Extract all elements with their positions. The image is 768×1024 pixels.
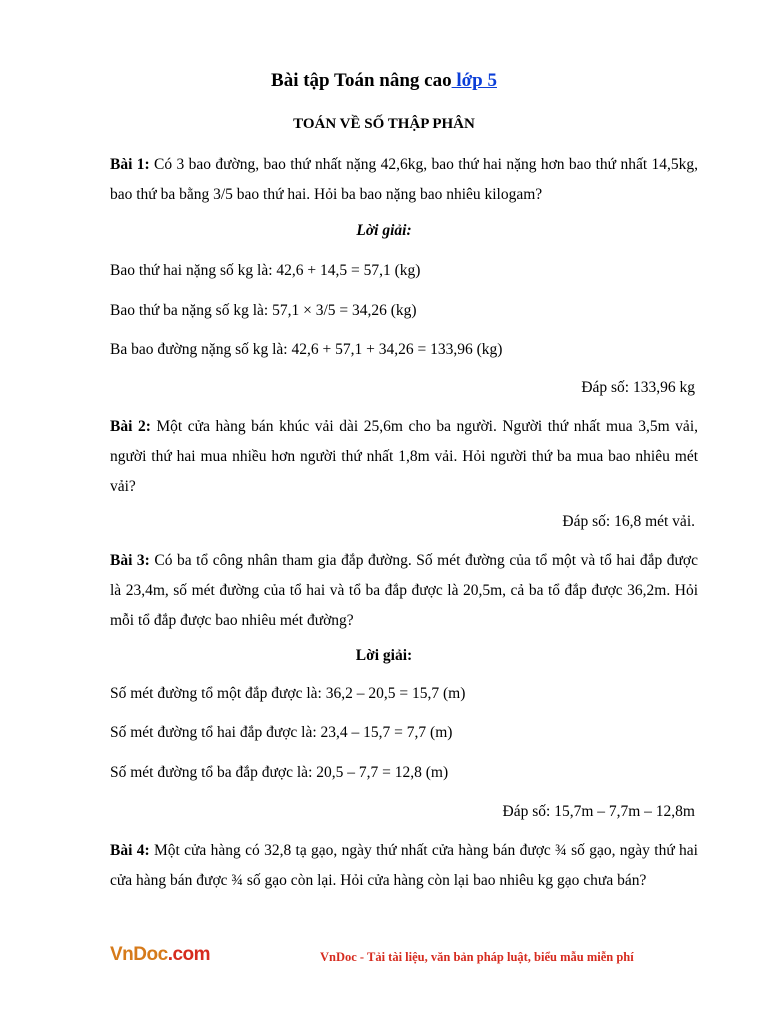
exercise-4-text: Một cửa hàng có 32,8 tạ gạo, ngày thứ nhất cửa hàng bán được ¾ số gạo, ngày thứ hai cửa hàng bán được ¾ số gạo còn lại. Hỏi cửa hàng còn lại bao nhiêu kg gạo chưa bán? xyxy=(110,842,698,889)
exercise-1-label: Bài 1: xyxy=(110,156,150,173)
title-link-grade[interactable]: lớp 5 xyxy=(451,70,497,91)
logo-com: .com xyxy=(167,944,211,965)
exercise-2 xyxy=(110,412,698,502)
exercise-3-answer: Đáp số: 15,7m – 7,7m – 12,8m xyxy=(502,803,695,820)
exercise-1-solution-line-1: Bao thứ hai nặng số kg là: 42,6 + 14,5 = 57,1 (kg) xyxy=(110,262,421,279)
logo-vn: Vn xyxy=(110,944,134,965)
page-title xyxy=(0,70,768,92)
exercise-3-label: Bài 3: xyxy=(110,552,150,569)
exercise-1 xyxy=(110,150,698,210)
exercise-3-solution-line-2: Số mét đường tổ hai đắp được là: 23,4 – 15,7 = 7,7 (m) xyxy=(110,724,453,741)
vndoc-logo[interactable] xyxy=(110,944,210,966)
exercise-3-solution-line-1: Số mét đường tổ một đắp được là: 36,2 – 20,5 = 15,7 (m) xyxy=(110,685,466,702)
exercise-3 xyxy=(110,546,698,636)
exercise-2-text: Một cửa hàng bán khúc vải dài 25,6m cho ba người. Người thứ nhất mua 3,5m vải, người thứ hai mua nhiều hơn người thứ nhất 1,8m vải. Hỏi người thứ ba mua bao nhiêu mét vải? xyxy=(110,418,698,495)
exercise-2-label: Bài 2: xyxy=(110,418,151,435)
title-text: Bài tập Toán nâng cao xyxy=(271,70,452,91)
exercise-1-solution-line-3: Ba bao đường nặng số kg là: 42,6 + 57,1 + 34,26 = 133,96 (kg) xyxy=(110,341,503,358)
exercise-3-text: Có ba tổ công nhân tham gia đắp đường. Số mét đường của tổ một và tổ hai đắp được là 23,4m, số mét đường của tổ hai và tổ ba đắp được là 20,5m, cả ba tổ đắp được 36,2m. Hỏi mỗi tổ đắp được bao nhiêu mét đường? xyxy=(110,552,698,629)
exercise-3-solution-heading: Lời giải: xyxy=(355,647,413,664)
exercise-4-label: Bài 4: xyxy=(110,842,150,859)
exercise-1-answer: Đáp số: 133,96 kg xyxy=(581,379,695,396)
section-subtitle: TOÁN VỀ SỐ THẬP PHÂN xyxy=(293,116,475,132)
exercise-4 xyxy=(110,836,698,896)
logo-doc: Doc xyxy=(133,944,168,965)
exercise-3-solution-line-3: Số mét đường tổ ba đắp được là: 20,5 – 7,7 = 12,8 (m) xyxy=(110,764,449,781)
exercise-1-text: Có 3 bao đường, bao thứ nhất nặng 42,6kg, bao thứ hai nặng hơn bao thứ nhất 14,5kg, bao thứ ba bằng 3/5 bao thứ hai. Hỏi ba bao nặng bao nhiêu kilogam? xyxy=(110,156,699,203)
exercise-1-solution-line-2: Bao thứ ba nặng số kg là: 57,1 × 3/5 = 34,26 (kg) xyxy=(110,302,417,319)
footer-tagline: VnDoc - Tải tài liệu, văn bản pháp luật, biểu mẫu miễn phí xyxy=(320,950,634,964)
exercise-1-solution-heading: Lời giải: xyxy=(356,222,412,239)
exercise-2-answer: Đáp số: 16,8 mét vải. xyxy=(562,513,695,530)
